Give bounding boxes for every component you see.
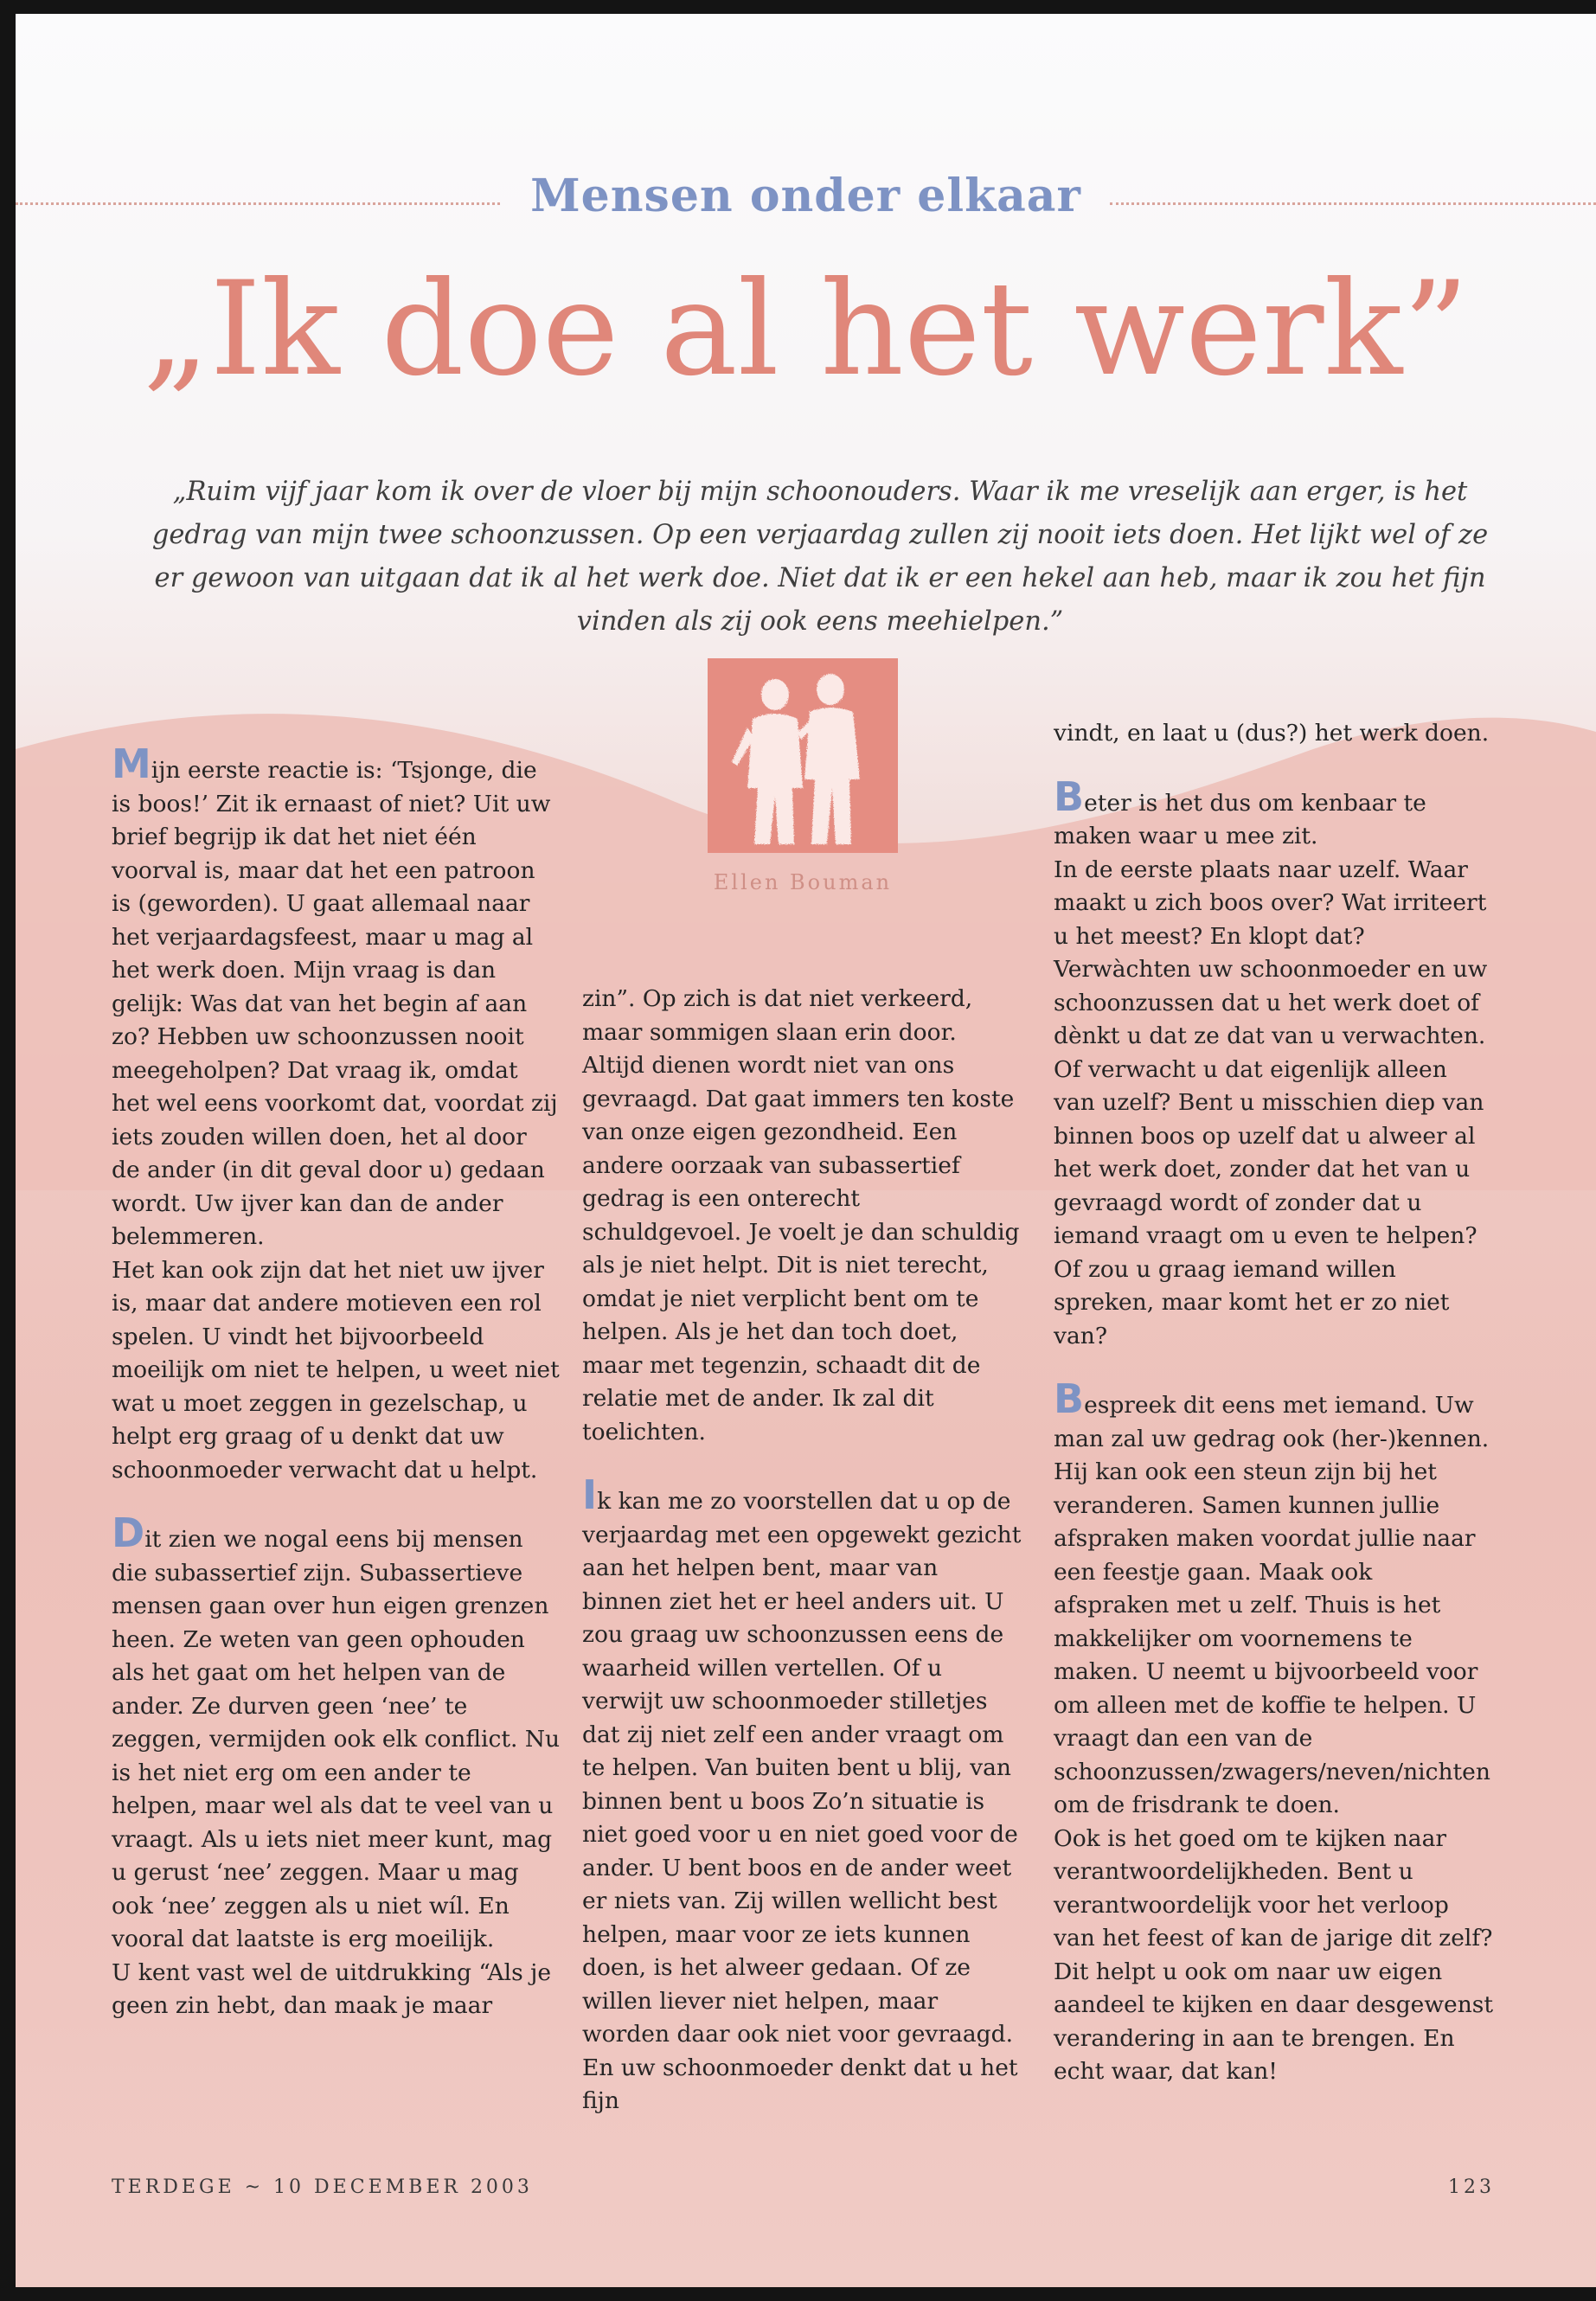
- paragraph: In de eerste plaats naar uzelf. Waar maakt u zich boos over? Wat irriteert u het meest? En klopt dat? Verwàchten uw schoonmoeder en uw schoonzussen dat u het werk doet of dènkt u dat ze dat van u verwachten. Of verwacht u dat eigenlijk alleen van uzelf? Bent u misschien diep van binnen boos op uzelf dat u alweer al het werk doet, zonder dat het van u gevraagd wordt of zonder dat u iemand vraagt om u even te helpen? Of zou u graag iemand willen spreken, maar komt het er zo niet van?: [1054, 856, 1488, 1349]
- illustration-two-figures: [708, 658, 898, 853]
- paragraph: Mijn eerste reactie is: ‘Tsjonge, die is boos!’ Zit ik ernaast of niet? Uit uw brief begrijp ik dat het niet één voorval is, maar dat het een patroon is (geworden). U gaat allemaal naar het verjaardagsfeest, maar u mag al het werk doen. Mijn vraag is dan gelijk: Was dat van het begin af aan zo? Hebben uw schoonzussen nooit meegeholpen? Dat vraag ik, omdat het wel eens voorkomt dat, voordat zij iets zouden willen doen, het al door de ander (in dit geval door u) gedaan wordt. Uw ijver kan dan de ander belemmeren.: [112, 740, 558, 1250]
- intro-quote: „Ruim vijf jaar kom ik over de vloer bij mijn schoonouders. Waar ik me vreselijk aan erger, is het gedrag van mijn twee schoonzussen. Op een verjaardag zullen zij nooit iets doen. Het lijkt wel of ze er gewoon van uitgaan dat ik al het werk doe. Niet dat ik er een hekel aan heb, maar ik zou het fijn vinden als zij ook eens meehielpen.”: [151, 477, 1489, 637]
- drop-cap: D: [112, 1509, 145, 1556]
- drop-cap: B: [1054, 1375, 1085, 1422]
- column-right: [1054, 717, 1495, 2089]
- two-figures-icon: [708, 658, 898, 853]
- drop-cap: I: [582, 1471, 598, 1518]
- column-middle: [582, 983, 1023, 2118]
- paragraph: Bespreek dit eens met iemand. Uw man zal uw gedrag ook (her-)kennen. Hij kan ook een steun zijn bij het veranderen. Samen kunnen jullie afspraken maken voordat jullie naar een feestje gaan. Maak ook afspraken met u zelf. Thuis is het makkelijker om voornemens te maken. U neemt u bijvoorbeeld voor om alleen met de koffie te helpen. U vraagt dan een van de schoonzussen/zwagers/neven/nichten om de frisdrank te doen.: [1054, 1375, 1490, 1818]
- paragraph: U kent vast wel de uitdrukking “Als je geen zin hebt, dan maak je maar: [112, 1958, 552, 2019]
- paragraph: Dit zien we nogal eens bij mensen die subassertief zijn. Subassertieve mensen gaan over hun eigen grenzen heen. Ze weten van geen ophouden als het gaat om het helpen van de ander. Ze durven geen ‘nee’ te zeggen, vermijden ook elk conflict. Nu is het niet erg om een ander te helpen, maar wel als dat te veel van u vraagt. Als u iets niet meer kunt, mag u gerust ‘nee’ zeggen. Maar u mag ook ‘nee’ zeggen als u niet wíl. En vooral dat laatste is erg moeilijk.: [112, 1509, 561, 1952]
- drop-cap: B: [1054, 772, 1085, 820]
- paragraph: Ook is het goed om te kijken naar verantwoordelijkheden. Bent u verantwoordelijk voor het verloop van het feest of kan de jarige dit zelf? Dit helpt u ook om naar uw eigen aandeel te kijken en daar desgewenst verandering in aan te brengen. En echt waar, dat kan!: [1054, 1824, 1494, 2085]
- magazine-page: [16, 14, 1596, 2287]
- section-kicker: Mensen onder elkaar: [530, 170, 1081, 222]
- section-header: [16, 170, 1596, 230]
- drop-cap: M: [112, 740, 151, 787]
- article-title: „Ik doe al het werk”: [142, 254, 1470, 405]
- kicker-dotted-line-right: [1110, 202, 1596, 205]
- paragraph: zin”. Op zich is dat niet verkeerd, maar sommigen slaan erin door. Altijd dienen wordt niet van ons gevraagd. Dat gaat immers ten koste van onze eigen gezondheid. Een andere oorzaak van subassertief gedrag is een onterecht schuldgevoel. Je voelt je dan schuldig als je niet helpt. Dit is niet terecht, omdat je niet verplicht bent om te helpen. Als je het dan toch doet, maar met tegenzin, schaadt dit de relatie met de ander. Ik zal dit toelichten.: [582, 985, 1020, 1445]
- paragraph: Het kan ook zijn dat het niet uw ijver is, maar dat andere motieven een rol spelen. U vindt het bijvoorbeeld moeilijk om niet te helpen, u weet niet wat u moet zeggen in gezelschap, u helpt erg graag of u denkt dat uw schoonmoeder verwacht dat u helpt.: [112, 1256, 560, 1484]
- paragraph: Ik kan me zo voorstellen dat u op de verjaardag met een opgewekt gezicht aan het helpen bent, maar van binnen ziet het er heel anders uit. U zou graag uw schoonzussen eens de waarheid willen vertellen. Of u verwijt uw schoonmoeder stilletjes dat zij niet zelf een ander vraagt om te helpen. Van buiten bent u blij, van binnen bent u boos Zo’n situatie is niet goed voor u en niet goed voor de ander. U bent boos en de ander weet er niets van. Zij willen wellicht best helpen, maar voor ze iets kunnen doen, is het alweer gedaan. Of ze willen liever niet helpen, maar worden daar ook niet voor gevraagd. En uw schoonmoeder denkt dat u het fijn: [582, 1471, 1022, 2114]
- column-left: [112, 740, 561, 2023]
- publication-footer: TERDEGE ~ 10 DECEMBER 2003: [112, 2176, 533, 2198]
- author-byline: Ellen Bouman: [713, 870, 893, 894]
- page-number: 123: [1448, 2176, 1495, 2198]
- paragraph: vindt, en laat u (dus?) het werk doen.: [1054, 720, 1490, 747]
- paragraph: Beter is het dus om kenbaar te maken waar u mee zit.: [1054, 772, 1426, 849]
